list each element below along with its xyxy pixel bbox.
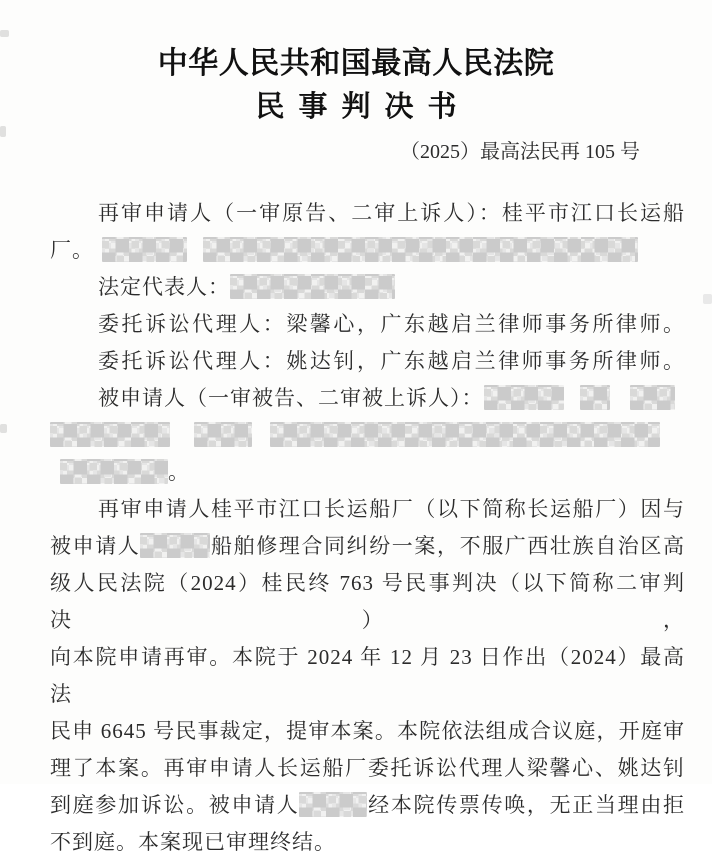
text-line bbox=[50, 306, 685, 343]
redaction-block bbox=[50, 422, 170, 447]
text-line bbox=[50, 380, 685, 417]
line-text: 委托诉讼代理人：姚达钊，广东越启兰律师事务所律师。 bbox=[98, 349, 685, 373]
text-line bbox=[50, 639, 685, 713]
text-line bbox=[50, 491, 685, 528]
redaction-block bbox=[484, 385, 564, 410]
line-text: 经本院传票传唤，无正当理由拒 bbox=[367, 793, 686, 817]
redaction-gap bbox=[252, 441, 270, 442]
redaction-gap bbox=[187, 256, 203, 257]
scan-artifact bbox=[0, 30, 9, 37]
line-text: 委托诉讼代理人：梁馨心，广东越启兰律师事务所律师。 bbox=[98, 312, 685, 336]
text-line bbox=[50, 824, 685, 861]
redaction-gap bbox=[610, 404, 630, 405]
redaction-block bbox=[60, 459, 168, 484]
redaction-block bbox=[580, 385, 610, 410]
text-line bbox=[50, 454, 685, 491]
redaction-block bbox=[102, 237, 187, 262]
line-text: 再审申请人桂平市江口长运船厂（以下简称长运船厂）因与 bbox=[98, 497, 685, 521]
scan-artifact bbox=[0, 424, 7, 433]
line-text: 被申请人（一审被告、二审被上诉人）： bbox=[98, 386, 484, 410]
line-text: 。 bbox=[168, 460, 190, 484]
text-line bbox=[50, 528, 685, 565]
line-text: 到庭参加诉讼。被申请人 bbox=[50, 793, 300, 817]
text-line bbox=[50, 232, 685, 269]
court-name-title: 中华人民共和国最高人民法院 bbox=[157, 47, 555, 80]
redaction-block bbox=[194, 422, 252, 447]
line-text: 被申请人 bbox=[50, 534, 141, 558]
redaction-gap bbox=[50, 478, 60, 479]
redaction-block bbox=[203, 237, 638, 262]
text-line bbox=[50, 787, 685, 824]
line-text: 级人民法院（2024）桂民终 763 号民事判决（以下简称二审判决）， bbox=[50, 571, 685, 632]
text-line bbox=[50, 195, 685, 232]
scan-artifact bbox=[0, 126, 6, 137]
scan-artifact bbox=[703, 294, 712, 304]
line-text: 不到庭。本案现已审理终结。 bbox=[50, 830, 336, 854]
text-line bbox=[50, 343, 685, 380]
redaction-block bbox=[230, 274, 395, 299]
redaction-block bbox=[270, 422, 660, 447]
document-header bbox=[0, 0, 712, 165]
text-line bbox=[50, 750, 685, 787]
text-line bbox=[50, 417, 685, 454]
redaction-gap bbox=[170, 441, 194, 442]
document-type-title: 民事判决书 bbox=[255, 91, 471, 123]
redaction-block bbox=[630, 385, 675, 410]
line-text: 船舶修理合同纠纷一案，不服广西壮族自治区高 bbox=[210, 534, 686, 558]
redaction-block bbox=[140, 533, 210, 558]
document-body bbox=[50, 195, 685, 861]
text-line bbox=[50, 713, 685, 750]
text-line bbox=[50, 269, 685, 306]
redaction-gap bbox=[564, 404, 580, 405]
redaction-block bbox=[299, 792, 367, 817]
line-text: 再审申请人（一审原告、二审上诉人）：桂平市江口长运船 bbox=[98, 201, 685, 225]
line-text: 厂。 bbox=[50, 238, 94, 262]
redaction-gap bbox=[94, 256, 102, 257]
line-text: 理了本案。再审申请人长运船厂委托诉讼代理人梁馨心、姚达钊 bbox=[50, 756, 685, 780]
case-number: （2025）最高法民再 105 号 bbox=[400, 141, 640, 163]
line-text: 向本院申请再审。本院于 2024 年 12 月 23 日作出（2024）最高法 bbox=[50, 645, 685, 706]
line-text: 民申 6645 号民事裁定，提审本案。本院依法组成合议庭，开庭审 bbox=[50, 719, 685, 743]
line-text: 法定代表人： bbox=[98, 275, 230, 299]
text-line bbox=[50, 565, 685, 639]
